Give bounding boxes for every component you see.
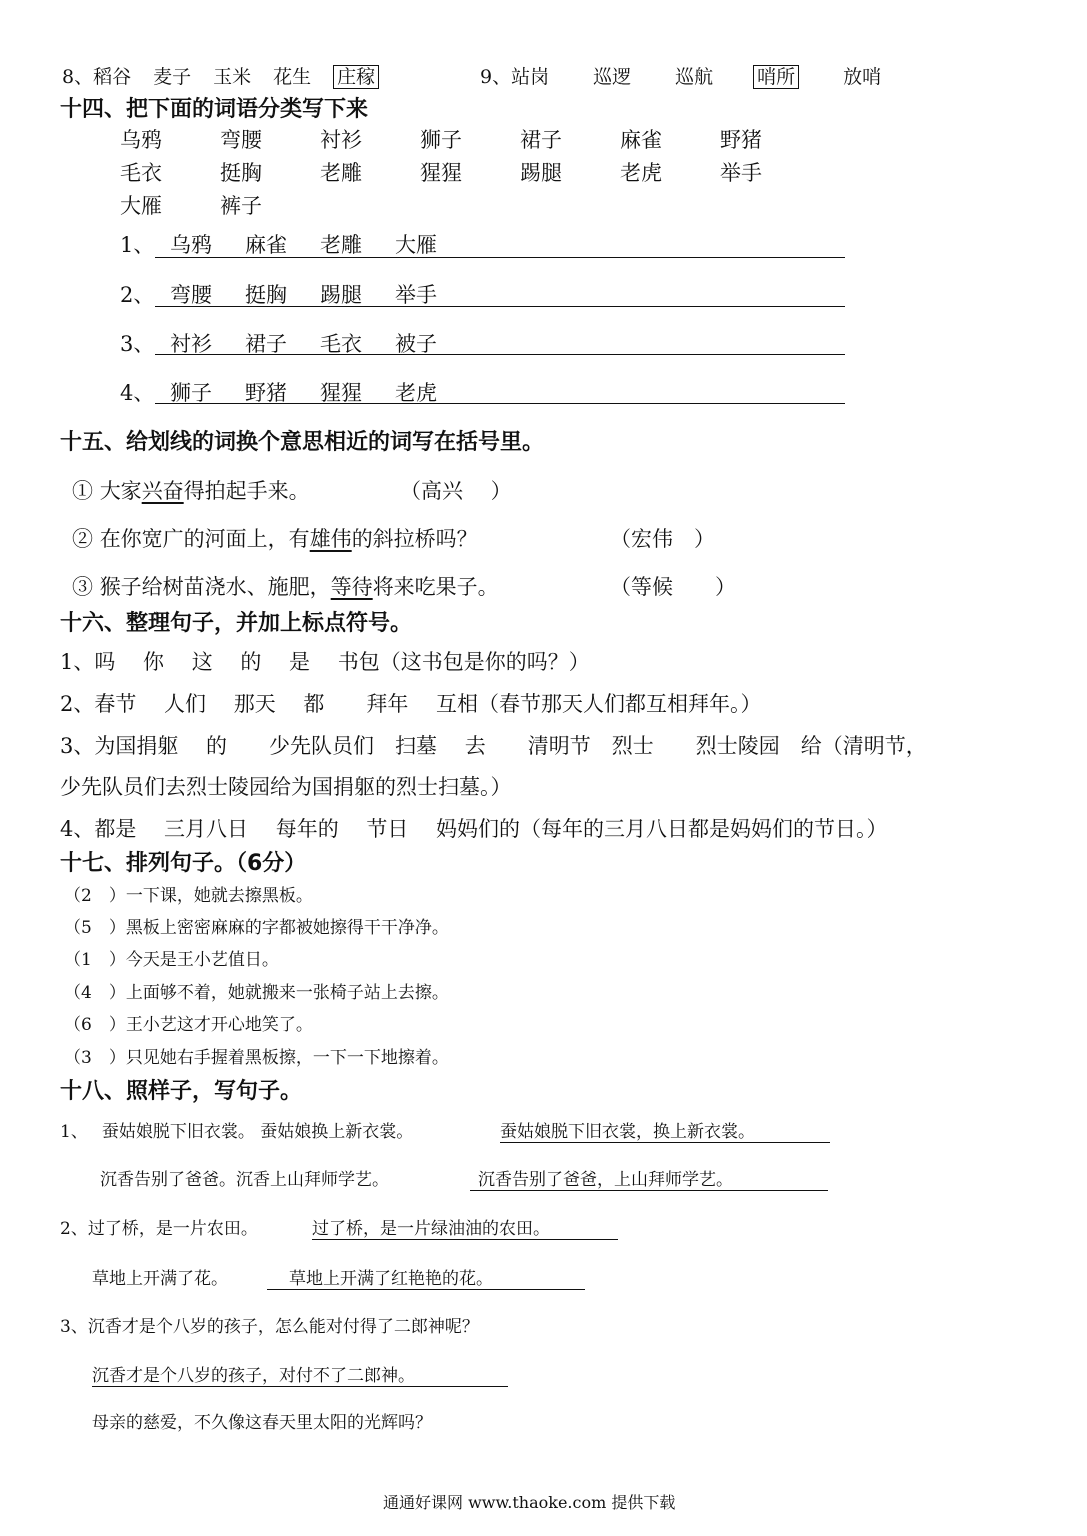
written-answer: 沉香告别了爸爸，上山拜师学艺。 — [470, 1165, 828, 1191]
grid-word: 挺胸 — [220, 161, 262, 185]
row-8-word: 麦子 — [153, 66, 192, 88]
row-9 — [480, 62, 881, 89]
word-grid-row — [120, 124, 762, 154]
answer-word: 衬衫 — [170, 332, 212, 356]
section-17-title: 十七、排列句子。（6分） — [60, 851, 307, 876]
question-number: 1、 — [60, 1122, 88, 1142]
answer-word: 老雕 — [320, 233, 362, 257]
sentence-line: 4、都是 三月八日 每年的 节日 妈妈们的（每年的三月八日都是妈妈们的节日。） — [60, 817, 888, 841]
sentence-text: 猴子给树苗浇水、施肥， — [99, 575, 331, 599]
example-question — [60, 1117, 413, 1142]
item-marker: ① — [72, 479, 93, 503]
exercise-prompt: 草地上开满了花。 — [92, 1269, 228, 1289]
grid-word: 大雁 — [120, 194, 162, 218]
written-answer: 沉香才是个八岁的孩子，对付不了二郎神。 — [92, 1361, 508, 1387]
answer-row — [120, 328, 154, 358]
ordering-item: （4 ）上面够不着，她就搬来一张椅子站上去擦。 — [64, 983, 449, 1003]
row-8-boxed-word: 庄稼 — [333, 65, 379, 89]
item-marker: ② — [72, 527, 93, 551]
sentence-line: 3、为国捐躯 的 少先队员们 扫墓 去 清明节 烈士 烈士陵园 给（清明节， — [60, 734, 927, 758]
answer-word: 老虎 — [395, 381, 437, 405]
row-9-num: 9、 — [480, 66, 512, 88]
row-9-word: 巡航 — [675, 66, 714, 88]
sentence-line: 少先队员们去烈士陵园给为国捐躯的烈士扫墓。） — [60, 775, 512, 799]
answer-words — [170, 229, 437, 259]
example-question: 2、过了桥，是一片农田。 — [60, 1219, 258, 1239]
underlined-word: 等待 — [330, 575, 373, 599]
synonym-answer: （高兴 ） — [400, 479, 512, 503]
row-9-word: 站岗 — [511, 66, 550, 88]
grid-word: 狮子 — [420, 128, 462, 152]
ordering-item: （1 ）今天是王小艺值日。 — [64, 950, 279, 970]
underlined-word: 兴奋 — [141, 479, 184, 503]
answer-word: 乌鸦 — [170, 233, 212, 257]
answer-words — [170, 279, 437, 309]
exercise-prompt: 母亲的慈爱，不久像这春天里太阳的光辉吗？ — [92, 1413, 432, 1433]
row-9-word: 放哨 — [843, 66, 882, 88]
synonym-answer: （等候 ） — [610, 575, 736, 599]
sentence-text: 得拍起手来。 — [183, 479, 310, 503]
answer-word: 狮子 — [170, 381, 212, 405]
answer-underline — [155, 257, 845, 258]
answer-word: 踢腿 — [320, 283, 362, 307]
synonym-item — [72, 475, 310, 505]
written-answer: 过了桥，是一片绿油油的农田。 — [312, 1214, 618, 1240]
sentence-line: 1、吗 你 这 的 是 书包（这书包是你的吗？） — [60, 650, 590, 674]
answer-word: 大雁 — [395, 233, 437, 257]
written-answer: 蚕姑娘脱下旧衣裳，换上新衣裳。 — [500, 1117, 830, 1143]
grid-word: 毛衣 — [120, 161, 162, 185]
sentence-line: 2、春节 人们 那天 都 拜年 互相（春节那天人们都互相拜年。） — [60, 692, 762, 716]
grid-word: 踢腿 — [520, 161, 562, 185]
example-prompt: 蚕姑娘脱下旧衣裳。 蚕姑娘换上新衣裳。 — [101, 1122, 414, 1142]
grid-word: 老虎 — [620, 161, 662, 185]
sentence-text: 大家 — [99, 479, 142, 503]
grid-word: 衬衫 — [320, 128, 362, 152]
grid-word: 野猪 — [720, 128, 762, 152]
answer-word: 被子 — [395, 332, 437, 356]
answer-num: 1、 — [120, 233, 155, 257]
section-18-title: 十八、照样子，写句子。 — [60, 1079, 303, 1104]
answer-underline — [155, 354, 845, 355]
footer-source: 通通好课网 www.thaoke.com 提供下载 — [383, 1493, 676, 1512]
word-grid-row — [120, 157, 762, 187]
exercise-prompt: 沉香告别了爸爸。沉香上山拜师学艺。 — [100, 1170, 389, 1190]
answer-word: 野猪 — [245, 381, 287, 405]
answer-num: 3、 — [120, 332, 155, 356]
synonym-item — [72, 523, 478, 553]
sentence-text: 在你宽广的河面上，有 — [99, 527, 310, 551]
synonym-answer: （宏伟 ） — [610, 527, 715, 551]
answer-word: 裙子 — [245, 332, 287, 356]
grid-word: 老雕 — [320, 161, 362, 185]
row-9-boxed-word: 哨所 — [753, 65, 799, 89]
synonym-item — [72, 571, 499, 601]
section-16-title: 十六、整理句子，并加上标点符号。 — [60, 611, 413, 636]
answer-underline — [155, 306, 845, 307]
grid-word: 裙子 — [520, 128, 562, 152]
item-marker: ③ — [72, 575, 93, 599]
ordering-item: （2 ）一下课，她就去擦黑板。 — [64, 886, 313, 906]
ordering-item: （3 ）只见她右手握着黑板擦，一下一下地擦着。 — [64, 1048, 449, 1068]
row-8-word: 玉米 — [213, 66, 252, 88]
grid-word: 麻雀 — [620, 128, 662, 152]
grid-word: 举手 — [720, 161, 762, 185]
row-8-num: 8、 — [62, 66, 94, 88]
answer-word: 弯腰 — [170, 283, 212, 307]
answer-word: 举手 — [395, 283, 437, 307]
grid-word: 猩猩 — [420, 161, 462, 185]
answer-num: 4、 — [120, 381, 155, 405]
ordering-item: （5 ）黑板上密密麻麻的字都被她擦得干干净净。 — [64, 918, 449, 938]
grid-word: 弯腰 — [220, 128, 262, 152]
answer-row — [120, 377, 154, 407]
answer-row — [120, 279, 154, 309]
section-15-title: 十五、给划线的词换个意思相近的词写在括号里。 — [60, 430, 545, 455]
sentence-text: 将来吃果子。 — [372, 575, 499, 599]
answer-num: 2、 — [120, 283, 155, 307]
sentence-text: 的斜拉桥吗？ — [351, 527, 478, 551]
ordering-item: （6 ）王小艺这才开心地笑了。 — [64, 1015, 313, 1035]
row-9-word: 巡逻 — [593, 66, 632, 88]
answer-word: 猩猩 — [320, 381, 362, 405]
grid-word: 裤子 — [220, 194, 262, 218]
answer-word: 毛衣 — [320, 332, 362, 356]
row-8 — [62, 62, 379, 89]
row-8-word: 花生 — [273, 66, 312, 88]
underlined-word: 雄伟 — [309, 527, 352, 551]
answer-row — [120, 229, 154, 259]
word-grid-row — [120, 190, 262, 220]
answer-underline — [155, 403, 845, 404]
answer-word: 麻雀 — [245, 233, 287, 257]
row-8-word: 稻谷 — [93, 66, 132, 88]
answer-word: 挺胸 — [245, 283, 287, 307]
written-answer: 草地上开满了红艳艳的花。 — [267, 1264, 585, 1290]
example-question: 3、沉香才是个八岁的孩子，怎么能对付得了二郎神呢？ — [60, 1317, 479, 1337]
grid-word: 乌鸦 — [120, 128, 162, 152]
section-14-title: 十四、把下面的词语分类写下来 — [60, 97, 369, 122]
